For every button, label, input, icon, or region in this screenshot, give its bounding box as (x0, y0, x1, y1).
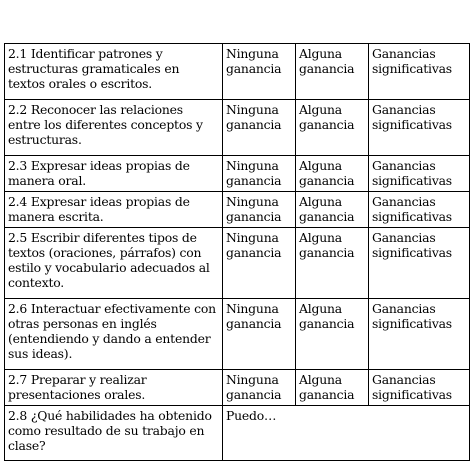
table-row (5, 299, 470, 370)
option-significant[interactable]: Ganancias significativas (369, 299, 470, 370)
answer-field[interactable]: Puedo… (223, 406, 470, 461)
option-some[interactable]: Alguna ganancia (296, 156, 369, 192)
table-row (5, 228, 470, 299)
table-row (5, 156, 470, 192)
option-some[interactable]: Alguna ganancia (296, 192, 369, 228)
option-significant[interactable]: Ganancias significativas (369, 44, 470, 100)
final-question-cell: 2.8 ¿Qué habilidades ha obtenido como resultado de su trabajo en clase? (5, 406, 223, 461)
option-none[interactable]: Ninguna ganancia (223, 156, 296, 192)
skill-cell: 2.3 Expresar ideas propias de manera oral. (5, 156, 223, 192)
skills-survey-table (4, 43, 470, 461)
option-some[interactable]: Alguna ganancia (296, 44, 369, 100)
option-significant[interactable]: Ganancias significativas (369, 156, 470, 192)
table-row (5, 100, 470, 156)
option-none[interactable]: Ninguna ganancia (223, 299, 296, 370)
option-some[interactable]: Alguna ganancia (296, 299, 369, 370)
table-row (5, 370, 470, 406)
option-significant[interactable]: Ganancias significativas (369, 192, 470, 228)
skill-cell: 2.7 Preparar y realizar presentaciones orales. (5, 370, 223, 406)
option-some[interactable]: Alguna ganancia (296, 228, 369, 299)
option-significant[interactable]: Ganancias significativas (369, 100, 470, 156)
skill-cell: 2.6 Interactuar efectivamente con otras personas en inglés (entendiendo y dando a entender sus ideas). (5, 299, 223, 370)
table-row (5, 44, 470, 100)
table-row (5, 406, 470, 461)
skill-cell: 2.2 Reconocer las relaciones entre los diferentes conceptos y estructuras. (5, 100, 223, 156)
option-none[interactable]: Ninguna ganancia (223, 228, 296, 299)
option-some[interactable]: Alguna ganancia (296, 370, 369, 406)
skill-cell: 2.5 Escribir diferentes tipos de textos (oraciones, párrafos) con estilo y vocabulario adecuados al contexto. (5, 228, 223, 299)
option-none[interactable]: Ninguna ganancia (223, 192, 296, 228)
table-row (5, 192, 470, 228)
skill-cell: 2.1 Identificar patrones y estructuras gramaticales en textos orales o escritos. (5, 44, 223, 100)
option-significant[interactable]: Ganancias significativas (369, 228, 470, 299)
option-some[interactable]: Alguna ganancia (296, 100, 369, 156)
skill-cell: 2.4 Expresar ideas propias de manera escrita. (5, 192, 223, 228)
option-none[interactable]: Ninguna ganancia (223, 100, 296, 156)
option-none[interactable]: Ninguna ganancia (223, 44, 296, 100)
option-none[interactable]: Ninguna ganancia (223, 370, 296, 406)
option-significant[interactable]: Ganancias significativas (369, 370, 470, 406)
